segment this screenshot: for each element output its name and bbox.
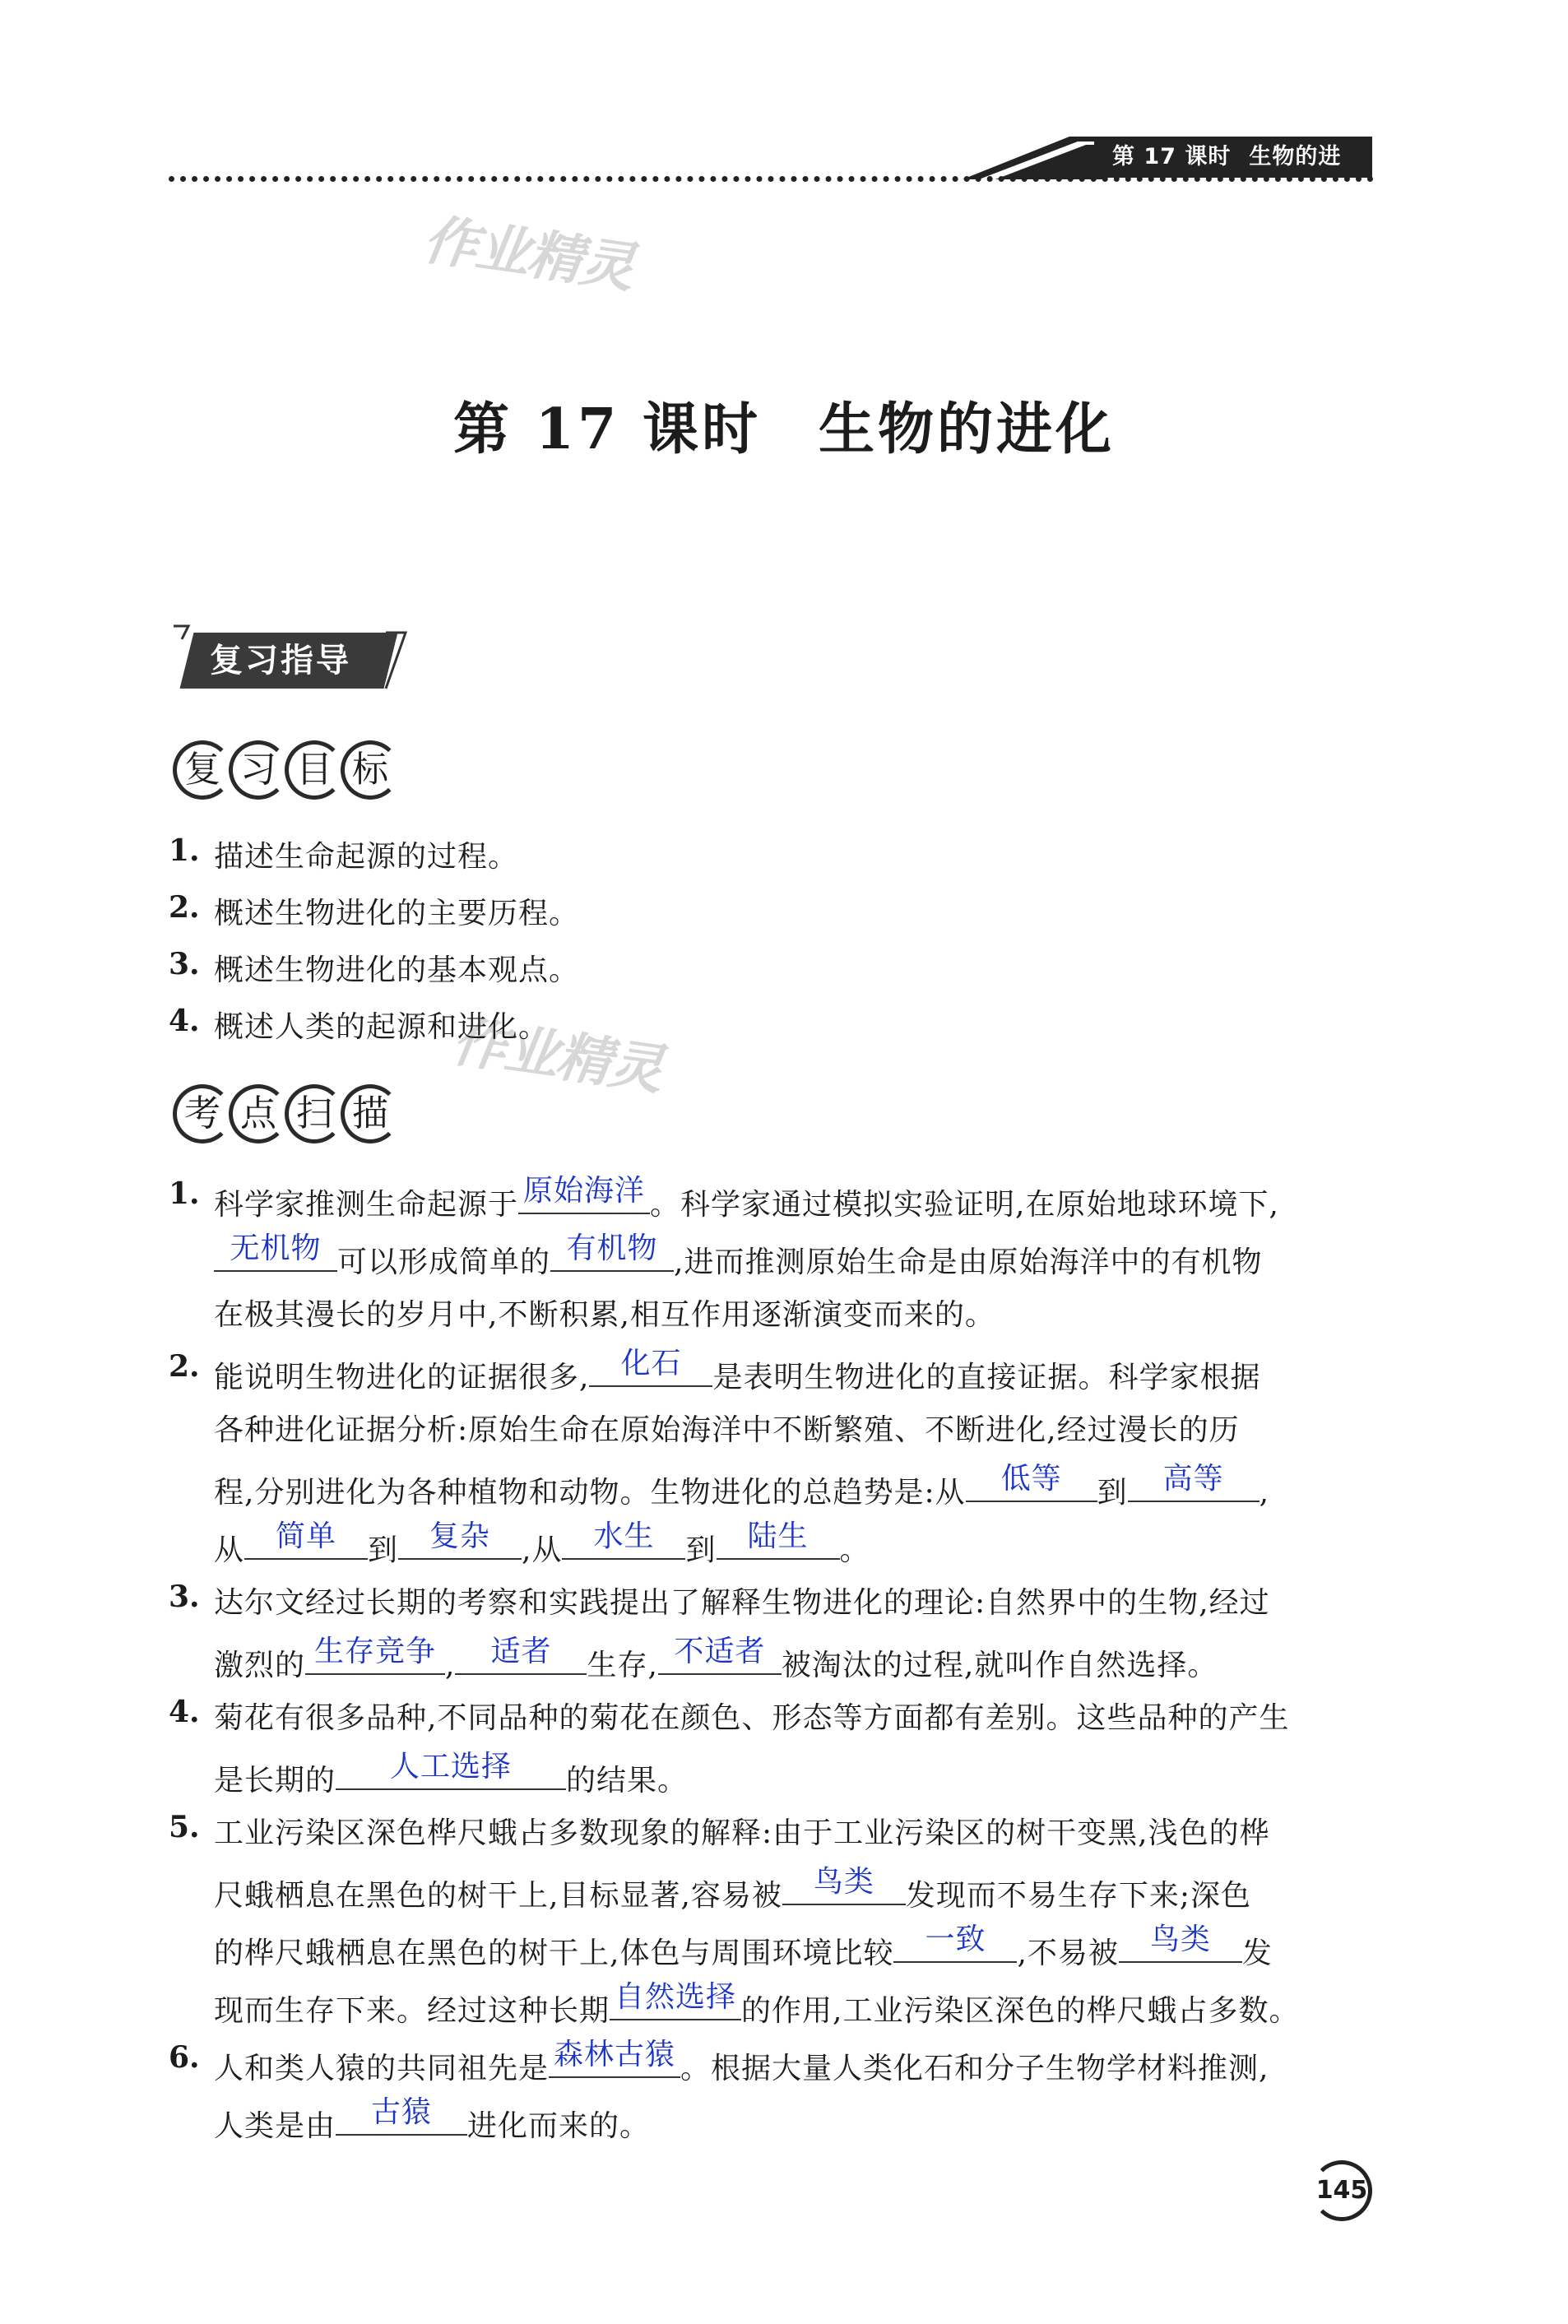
title-topic: 生物的进化 <box>818 397 1115 462</box>
question-number: 2. <box>169 1349 200 1384</box>
answer-blank <box>893 1925 1017 1963</box>
header-slant-decoration <box>946 137 1102 179</box>
answer-blank <box>305 1637 445 1675</box>
goal-number: 4. <box>169 1004 200 1038</box>
answer-text: 一致 <box>925 1923 986 1956</box>
goal-text: 概述生物进化的主要历程。 <box>214 897 580 930</box>
question-number: 3. <box>169 1579 200 1614</box>
title-lesson: 第 17 课时 <box>453 397 761 462</box>
answer-text: 无机物 <box>230 1232 322 1265</box>
page-title <box>0 385 1568 465</box>
question-line: 能说明生物进化的证据很多, 化石 是表明生物进化的直接证据。科学家根据 <box>214 1349 1260 1396</box>
answer-blank <box>518 1176 650 1214</box>
answer-blank <box>455 1637 587 1675</box>
answer-blank <box>398 1519 522 1560</box>
question-number: 6. <box>169 2040 200 2075</box>
answer-blank <box>549 2040 680 2078</box>
answer-text: 复杂 <box>429 1519 491 1553</box>
section-tag <box>170 621 409 692</box>
answer-text: 有机物 <box>566 1232 658 1265</box>
question-line: 尺蛾栖息在黑色的树干上,目标显著,容易被 鸟类 发现而不易生存下来;深色 <box>214 1867 1251 1914</box>
answer-text: 陆生 <box>747 1519 809 1553</box>
watermark: 作业精灵 <box>448 1009 666 1102</box>
question-line: 现而生存下来。经过这种长期 自然选择 的作用,工业污染区深色的桦尺蛾占多数。 <box>214 1983 1299 2029</box>
heading-char: 复 <box>173 740 232 800</box>
heading-char: 描 <box>341 1084 400 1143</box>
heading-char: 考 <box>173 1084 232 1143</box>
question-line: 无机物 可以形成简单的 有机物 ,进而推测原始生命是由原始海洋中的有机物 <box>214 1234 1262 1281</box>
header-dotted-rule <box>169 176 1374 182</box>
goal-text: 描述生命起源的过程。 <box>214 840 519 874</box>
answer-text: 简单 <box>276 1519 337 1553</box>
question-line: 工业污染区深色桦尺蛾占多数现象的解释:由于工业污染区的树干变黑,浅色的桦 <box>214 1816 1270 1850</box>
goal-number: 1. <box>169 833 200 868</box>
answer-blank <box>550 1234 674 1272</box>
answer-text: 古猿 <box>371 2095 433 2129</box>
question-number: 5. <box>169 1810 200 1844</box>
answer-blank <box>610 1980 741 2020</box>
answer-text: 化石 <box>620 1347 682 1380</box>
answer-blank <box>966 1464 1097 1502</box>
heading-char: 目 <box>285 740 344 800</box>
question-line: 在极其漫长的岁月中,不断积累,相互作用逐渐演变而来的。 <box>214 1298 995 1332</box>
question-number: 4. <box>169 1695 200 1729</box>
answer-text: 人工选择 <box>390 1750 513 1784</box>
answer-text: 水生 <box>593 1519 655 1553</box>
answer-text: 生存竞争 <box>314 1635 437 1668</box>
answer-text: 原始海洋 <box>523 1174 646 1208</box>
goal-number: 3. <box>169 947 200 981</box>
question-number: 1. <box>169 1176 200 1211</box>
heading-char: 标 <box>341 740 400 800</box>
answer-blank <box>782 1867 906 1905</box>
question-line: 人和类人猿的共同祖先是 森林古猿 。根据大量人类化石和分子生物学材料推测, <box>214 2040 1269 2087</box>
page-number: 145 <box>1311 2160 1372 2221</box>
question-line: 人类是由 古猿 进化而来的。 <box>214 2098 650 2145</box>
header-lesson: 第 17 课时 <box>1112 144 1232 169</box>
answer-text: 鸟类 <box>1149 1923 1211 1956</box>
answer-blank <box>214 1234 337 1272</box>
answer-text: 鸟类 <box>813 1865 874 1899</box>
question-line: 程,分别进化为各种植物和动物。生物进化的总趋势是:从 低等 到 高等 , <box>214 1464 1269 1511</box>
running-header <box>1094 137 1372 211</box>
goal-text: 概述人类的起源和进化。 <box>214 1010 550 1044</box>
answer-text: 不适者 <box>674 1635 766 1668</box>
answer-blank <box>336 2095 467 2136</box>
heading-char: 习 <box>229 740 288 800</box>
question-line: 达尔文经过长期的考察和实践提出了解释生物进化的理论:自然界中的生物,经过 <box>214 1586 1270 1620</box>
answer-blank <box>589 1349 712 1387</box>
question-line: 激烈的 生存竞争 , 适者 生存, 不适者 被淘汰的过程,就叫作自然选择。 <box>214 1637 1218 1684</box>
goal-number: 2. <box>169 890 200 925</box>
answer-text: 低等 <box>1000 1462 1062 1496</box>
answer-text: 高等 <box>1162 1462 1224 1496</box>
exam-points-heading <box>173 1084 395 1150</box>
question-line: 菊花有很多品种,不同品种的菊花在颜色、形态等方面都有差别。这些品种的产生 <box>214 1701 1290 1735</box>
answer-text: 自然选择 <box>615 1980 737 2014</box>
section-tag-label: 复习指导 <box>210 642 351 680</box>
answer-blank <box>1128 1464 1260 1502</box>
answer-text: 森林古猿 <box>554 2038 676 2071</box>
question-line: 从 简单 到 复杂 ,从 水生 到 陆生 。 <box>214 1522 870 1569</box>
answer-blank <box>658 1637 782 1675</box>
answer-text: 适者 <box>490 1635 552 1668</box>
answer-blank <box>1119 1925 1242 1963</box>
answer-blank <box>717 1519 840 1560</box>
question-line: 是长期的 人工选择 的结果。 <box>214 1752 688 1799</box>
question-line: 的桦尺蛾栖息在黑色的树干上,体色与周围环境比较 一致 ,不易被 鸟类 发 <box>214 1925 1273 1972</box>
heading-char: 点 <box>229 1084 288 1143</box>
question-line: 各种进化证据分析:原始生命在原始海洋中不断繁殖、不断进化,经过漫长的历 <box>214 1413 1240 1447</box>
heading-char: 扫 <box>285 1084 344 1143</box>
watermark: 作业精灵 <box>420 207 638 300</box>
answer-blank <box>562 1519 685 1560</box>
answer-blank <box>336 1752 566 1790</box>
goal-text: 概述生物进化的基本观点。 <box>214 953 580 987</box>
question-line: 科学家推测生命起源于 原始海洋 。科学家通过模拟实验证明,在原始地球环境下, <box>214 1176 1279 1223</box>
header-topic: 生物的进化 <box>1112 144 1342 211</box>
goals-heading <box>173 740 395 806</box>
answer-blank <box>244 1519 368 1560</box>
